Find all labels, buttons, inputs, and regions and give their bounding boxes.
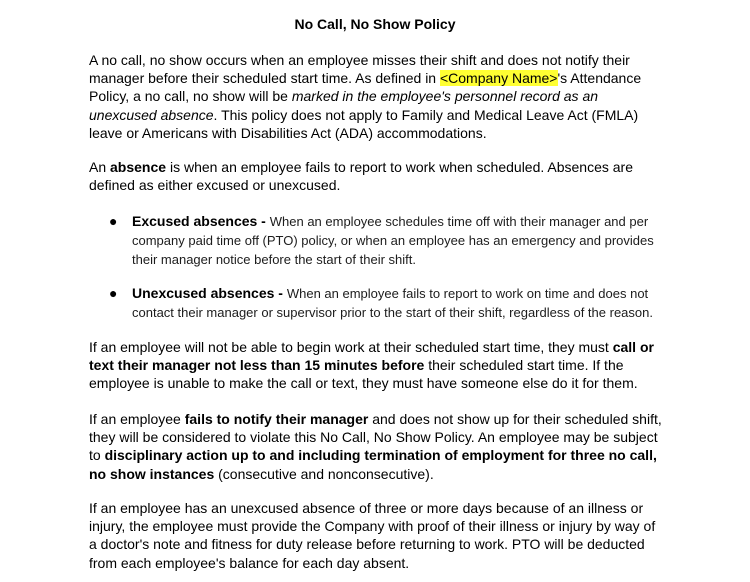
p4-bold-text-1: fails to notify their manager <box>184 411 369 427</box>
paragraph-illness: If an employee has an unexcused absence of three or more days because of an illness or injury, the employee must provide the Company with proof of their illness or injury by way of a doctor's note and fitness for duty release before returning to work. PTO will be deducted from each employee's balance for each day absent. <box>89 500 656 571</box>
p3-bold-text: call or text their manager not less than 15 minutes before <box>89 339 654 374</box>
paragraph-notification <box>89 338 664 393</box>
p4-text-b: and does not show up for their scheduled shift, they will be considered to violate this No Call, No Show Policy. An employee may be subject to <box>89 411 662 464</box>
p2-bold-text: absence <box>110 159 167 175</box>
paragraph-absence <box>89 158 664 194</box>
p1-text-c: . This policy does not apply to Family and Medical Leave Act (FMLA) leave or Americans with Disabilities Act (ADA) accommodations. <box>89 106 639 141</box>
p3-text-a: If an employee will not be able to begin work at their scheduled start time, they must <box>89 339 613 355</box>
p1-text-a: A no call, no show occurs when an employee misses their shift and does not notify their manager before their scheduled start time. As defined in <box>89 52 630 87</box>
p1-text-b: 's Attendance Policy, a no call, no show will be <box>89 70 642 105</box>
p4-bold-text-2: disciplinary action up to and including termination of employment for three no call, no show instances <box>89 447 657 482</box>
p4-text-c: (consecutive and nonconsecutive). <box>214 465 434 482</box>
bullet-body: When an employee fails to report to work on time and does not contact their manager or supervisor prior to the start of their shift, regardless of the reason. <box>132 286 653 321</box>
bullet-text <box>132 284 662 322</box>
document-title: No Call, No Show Policy <box>294 16 456 32</box>
p1-italic-text: marked in the employee's personnel record as an unexcused absence <box>89 88 599 123</box>
p2-text-b: is when an employee fails to report to work when scheduled. Absences are defined as either excused or unexcused. <box>89 159 633 194</box>
bullet-label: Unexcused absences - <box>132 285 287 301</box>
p3-text-b: their scheduled start time. If the employee is unable to make the call or text, they must have someone else do it for them. <box>89 357 638 392</box>
bullet-body: When an employee schedules time off with their manager and per company paid time off (PTO) policy, or when an employee has an emergency and provides their manager notice before the start of their shift. <box>132 214 654 268</box>
p2-text-a: An <box>89 159 111 175</box>
bullet-icon: ● <box>109 285 118 301</box>
p4-text-a: If an employee <box>89 411 185 427</box>
paragraph-violation <box>89 410 664 483</box>
company-name-placeholder: <Company Name> <box>439 70 558 87</box>
paragraph-definition <box>89 51 664 142</box>
bullet-icon: ● <box>109 213 118 229</box>
bullet-label: Excused absences - <box>132 213 270 229</box>
bullet-text <box>132 212 662 270</box>
